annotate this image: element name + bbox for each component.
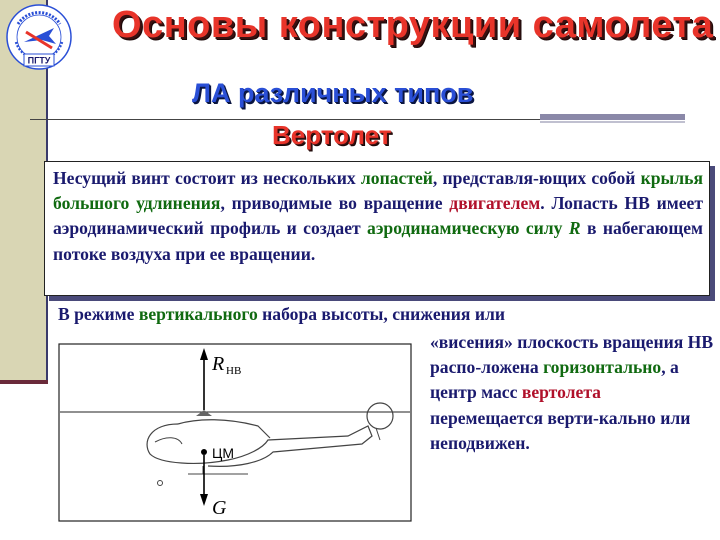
definition-box: [44, 161, 710, 296]
text-run: , а центр масс: [430, 357, 679, 403]
force-r-subscript: НВ: [226, 365, 242, 377]
text-run: «висения» плоскость вращения НВ распо-ложена: [430, 332, 714, 378]
keyword-wings: крылья большого удлинения: [53, 168, 703, 214]
definition-paragraph: [53, 166, 703, 267]
helicopter-forces-diagram: [58, 340, 412, 522]
text-run: перемещается верти-кально или неподвижен.: [430, 407, 691, 453]
center-of-mass-label: ЦМ: [212, 445, 235, 461]
mode-paragraph-first-line: [58, 304, 505, 325]
keyword-aero-force: аэродинамическую силу: [367, 218, 563, 239]
text-run: Несущий винт состоит из нескольких: [53, 168, 361, 188]
text-run: , представля-ющих собой: [432, 168, 641, 188]
text-run: набора высоты, снижения или: [257, 304, 505, 324]
section-title: Вертолет: [272, 120, 392, 150]
header-divider-accent-line: [540, 121, 685, 123]
page-subtitle: ЛА различных типов: [192, 78, 474, 108]
force-r-label: R: [212, 353, 225, 375]
keyword-force-r: R: [568, 218, 581, 239]
mode-paragraph-continuation: [430, 330, 715, 456]
text-run: , приводимые во вращение: [220, 193, 450, 214]
center-of-mass-dot: [201, 449, 207, 455]
text-run: в набегающем потоке воздуха при ее вращении.: [53, 218, 704, 264]
text-run: . Лопасть НВ имеет аэродинамический профиль и создает: [53, 193, 703, 239]
keyword-engine: двигателем: [449, 193, 541, 214]
keyword-horizontal: горизонтально: [543, 357, 662, 378]
force-g-label: G: [212, 497, 227, 519]
page-title: Основы конструкции самолета: [112, 4, 714, 46]
keyword-vertical: вертикального: [138, 304, 258, 324]
university-logo: [4, 2, 74, 72]
text-run: В режиме: [58, 304, 139, 324]
keyword-blades: лопастей: [360, 168, 433, 188]
logo-caption: ПГТУ: [27, 55, 51, 66]
header-divider-accent: [540, 114, 685, 120]
left-decor-bottom: [0, 380, 48, 384]
keyword-helicopter: вертолета: [521, 382, 601, 403]
